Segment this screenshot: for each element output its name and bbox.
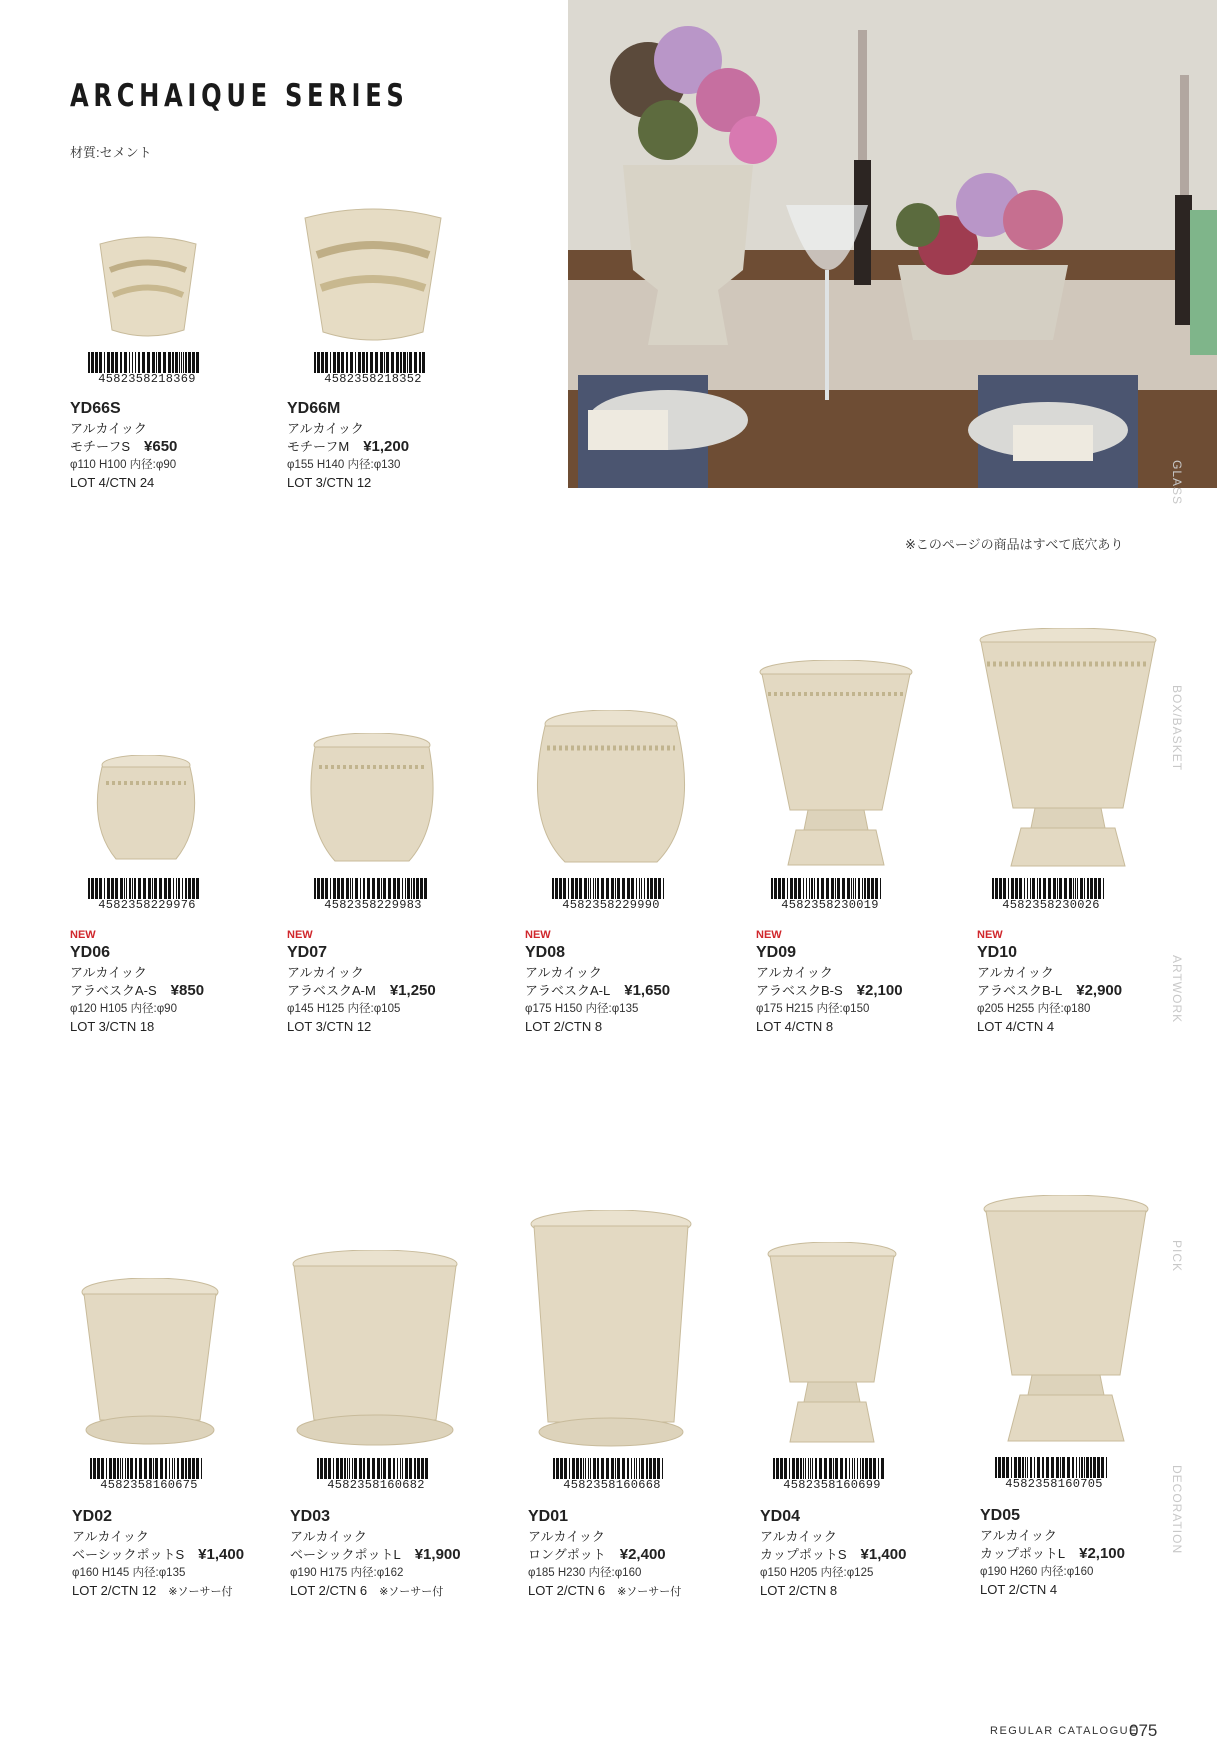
material-label: 材質:セメント bbox=[70, 145, 152, 160]
product-code: YD03 bbox=[290, 1508, 331, 1525]
product-name: ベーシックポットS bbox=[72, 1547, 185, 1562]
product-series: アルカイック bbox=[756, 965, 833, 980]
barcode-bars bbox=[552, 878, 670, 899]
product-price: ¥850 bbox=[170, 982, 205, 999]
product-lot: LOT 2/CTN 8 bbox=[760, 1583, 838, 1598]
product-name: アラベスクA-L bbox=[525, 983, 611, 998]
pot-image bbox=[980, 1195, 1152, 1447]
series-title: ARCHAIQUE SERIES bbox=[70, 78, 409, 114]
hero-accent-bar bbox=[1190, 210, 1217, 355]
barcode-bars bbox=[553, 1458, 671, 1479]
product-lot: LOT 3/CTN 18 bbox=[70, 1019, 155, 1034]
barcode-number: 4582358229976 bbox=[98, 898, 196, 912]
drainage-note: ※このページの商品はすべて底穴あり bbox=[905, 537, 1124, 552]
product-spec: φ120 H105 内径:φ90 bbox=[70, 1003, 177, 1015]
product-spec: φ175 H215 内径:φ150 bbox=[756, 1003, 870, 1015]
product-code: YD05 bbox=[980, 1507, 1021, 1524]
product-name: カップポットS bbox=[760, 1547, 847, 1562]
barcode-bars bbox=[771, 878, 889, 899]
new-badge: NEW bbox=[287, 929, 313, 941]
barcode-number: 4582358160682 bbox=[327, 1478, 425, 1492]
product-code: YD06 bbox=[70, 944, 111, 961]
product-lot: LOT 2/CTN 12 bbox=[72, 1583, 157, 1598]
pot-image bbox=[92, 755, 200, 865]
product-price: ¥2,900 bbox=[1076, 982, 1123, 999]
product-spec: φ150 H205 内径:φ125 bbox=[760, 1567, 874, 1579]
side-tab-decoration: DECORATION bbox=[1170, 1465, 1184, 1555]
barcode-number: 4582358218352 bbox=[324, 372, 422, 386]
side-tab-glass: GLASS bbox=[1170, 460, 1184, 506]
pot-image bbox=[531, 710, 691, 870]
side-tab-artwork: ARTWORK bbox=[1170, 955, 1184, 1024]
product-code: YD10 bbox=[977, 944, 1018, 961]
barcode-number: 4582358160705 bbox=[1005, 1477, 1103, 1491]
product-info bbox=[977, 928, 1122, 1036]
product-name: アラベスクB-L bbox=[977, 983, 1063, 998]
product-spec: φ190 H175 内径:φ162 bbox=[290, 1567, 404, 1579]
product-price: ¥1,900 bbox=[414, 1546, 461, 1563]
product-series: アルカイック bbox=[528, 1529, 605, 1544]
product-series: アルカイック bbox=[72, 1529, 149, 1544]
barcode-number: 4582358160675 bbox=[100, 1478, 198, 1492]
side-tab-pick: PICK bbox=[1170, 1240, 1184, 1273]
barcode-bars bbox=[88, 878, 206, 899]
new-badge: NEW bbox=[70, 929, 96, 941]
product-lot: LOT 3/CTN 12 bbox=[287, 475, 372, 490]
pot-image bbox=[98, 230, 198, 340]
product-spec: φ185 H230 内径:φ160 bbox=[528, 1567, 642, 1579]
product-price: ¥1,250 bbox=[389, 982, 436, 999]
product-lot: LOT 2/CTN 6 bbox=[290, 1583, 368, 1598]
barcode bbox=[771, 878, 889, 912]
product-price: ¥1,400 bbox=[198, 1546, 245, 1563]
product-spec: φ145 H125 内径:φ105 bbox=[287, 1003, 401, 1015]
barcode-number: 4582358229983 bbox=[324, 898, 422, 912]
pot-image bbox=[977, 628, 1159, 870]
barcode bbox=[553, 1458, 671, 1492]
side-tab-box-basket: BOX/BASKET bbox=[1170, 685, 1184, 772]
product-lot: LOT 4/CTN 8 bbox=[756, 1019, 834, 1034]
barcode-bars bbox=[90, 1458, 208, 1479]
pot-image bbox=[78, 1278, 222, 1448]
new-badge: NEW bbox=[977, 929, 1003, 941]
product-series: アルカイック bbox=[290, 1529, 367, 1544]
product-spec: φ110 H100 内径:φ90 bbox=[70, 459, 177, 471]
product-info bbox=[287, 398, 409, 492]
barcode-number: 4582358229990 bbox=[562, 898, 660, 912]
product-price: ¥2,100 bbox=[856, 982, 903, 999]
product-price: ¥1,400 bbox=[860, 1546, 907, 1563]
product-series: アルカイック bbox=[287, 421, 364, 436]
barcode bbox=[992, 878, 1110, 912]
barcode-bars bbox=[995, 1457, 1113, 1478]
barcode bbox=[88, 878, 206, 912]
pot-image bbox=[764, 1242, 900, 1448]
product-code: YD01 bbox=[528, 1508, 569, 1525]
product-lot: LOT 4/CTN 4 bbox=[977, 1019, 1055, 1034]
product-info bbox=[287, 928, 436, 1036]
product-info bbox=[760, 1506, 906, 1600]
product-price: ¥650 bbox=[144, 438, 178, 455]
product-name: ベーシックポットL bbox=[290, 1547, 401, 1562]
pot-image bbox=[307, 733, 437, 868]
product-spec: φ155 H140 内径:φ130 bbox=[287, 459, 401, 471]
product-price: ¥1,200 bbox=[363, 438, 410, 455]
pot-image bbox=[756, 660, 916, 870]
barcode bbox=[88, 352, 206, 386]
saucer-note: ※ソーサー付 bbox=[617, 1586, 682, 1598]
product-code: YD07 bbox=[287, 944, 328, 961]
product-info bbox=[525, 928, 670, 1036]
product-name: モチーフM bbox=[287, 439, 350, 454]
barcode-bars bbox=[314, 878, 432, 899]
product-series: アルカイック bbox=[70, 965, 147, 980]
barcode-bars bbox=[992, 878, 1110, 899]
product-price: ¥2,100 bbox=[1079, 1545, 1125, 1562]
barcode-bars bbox=[773, 1458, 891, 1479]
barcode-number: 4582358218369 bbox=[98, 372, 196, 386]
product-name: アラベスクA-S bbox=[70, 983, 157, 998]
catalogue-label: REGULAR CATALOGUE bbox=[990, 1725, 1138, 1737]
new-badge: NEW bbox=[756, 929, 782, 941]
product-code: YD08 bbox=[525, 944, 566, 961]
barcode bbox=[314, 352, 432, 386]
product-info bbox=[72, 1506, 244, 1601]
barcode-bars bbox=[314, 352, 432, 373]
product-spec: φ205 H255 内径:φ180 bbox=[977, 1003, 1091, 1015]
pot-image bbox=[303, 200, 443, 345]
product-series: アルカイック bbox=[980, 1528, 1057, 1543]
product-code: YD66S bbox=[70, 400, 121, 417]
barcode-number: 4582358160699 bbox=[783, 1478, 881, 1492]
barcode bbox=[314, 878, 432, 912]
product-price: ¥2,400 bbox=[619, 1546, 666, 1563]
product-name: カップポットL bbox=[980, 1546, 1066, 1561]
product-series: アルカイック bbox=[70, 421, 147, 436]
barcode bbox=[995, 1457, 1113, 1491]
barcode bbox=[552, 878, 670, 912]
product-price: ¥1,650 bbox=[624, 982, 671, 999]
saucer-note: ※ソーサー付 bbox=[168, 1586, 233, 1598]
product-series: アルカイック bbox=[977, 965, 1054, 980]
product-code: YD02 bbox=[72, 1508, 113, 1525]
barcode-number: 4582358160668 bbox=[563, 1478, 661, 1492]
product-spec: φ160 H145 内径:φ135 bbox=[72, 1567, 186, 1579]
product-lot: LOT 2/CTN 4 bbox=[980, 1582, 1058, 1597]
barcode-bars bbox=[317, 1458, 435, 1479]
barcode bbox=[90, 1458, 208, 1492]
product-lot: LOT 3/CTN 12 bbox=[287, 1019, 372, 1034]
product-info bbox=[70, 928, 204, 1036]
product-info bbox=[528, 1506, 681, 1601]
barcode-number: 4582358230026 bbox=[1002, 898, 1100, 912]
product-lot: LOT 2/CTN 6 bbox=[528, 1583, 606, 1598]
barcode-number: 4582358230019 bbox=[781, 898, 879, 912]
pot-image bbox=[528, 1210, 694, 1448]
barcode-bars bbox=[88, 352, 206, 373]
product-name: ロングポット bbox=[528, 1547, 606, 1562]
product-name: アラベスクB-S bbox=[756, 983, 843, 998]
product-code: YD09 bbox=[756, 944, 797, 961]
product-series: アルカイック bbox=[287, 965, 364, 980]
product-lot: LOT 2/CTN 8 bbox=[525, 1019, 603, 1034]
product-info bbox=[980, 1505, 1125, 1599]
hero-photo bbox=[568, 0, 1217, 488]
product-code: YD66M bbox=[287, 400, 341, 417]
barcode bbox=[773, 1458, 891, 1492]
product-spec: φ175 H150 内径:φ135 bbox=[525, 1003, 639, 1015]
page-number: 075 bbox=[1129, 1721, 1158, 1740]
product-spec: φ190 H260 内径:φ160 bbox=[980, 1566, 1094, 1578]
product-series: アルカイック bbox=[525, 965, 602, 980]
pot-image bbox=[290, 1250, 460, 1448]
saucer-note: ※ソーサー付 bbox=[379, 1586, 444, 1598]
product-code: YD04 bbox=[760, 1508, 801, 1525]
product-name: モチーフS bbox=[70, 439, 131, 454]
product-name: アラベスクA-M bbox=[287, 983, 376, 998]
product-info bbox=[290, 1506, 461, 1601]
barcode bbox=[317, 1458, 435, 1492]
product-lot: LOT 4/CTN 24 bbox=[70, 475, 155, 490]
product-info bbox=[70, 398, 177, 492]
new-badge: NEW bbox=[525, 929, 551, 941]
product-info bbox=[756, 928, 903, 1036]
product-series: アルカイック bbox=[760, 1529, 837, 1544]
